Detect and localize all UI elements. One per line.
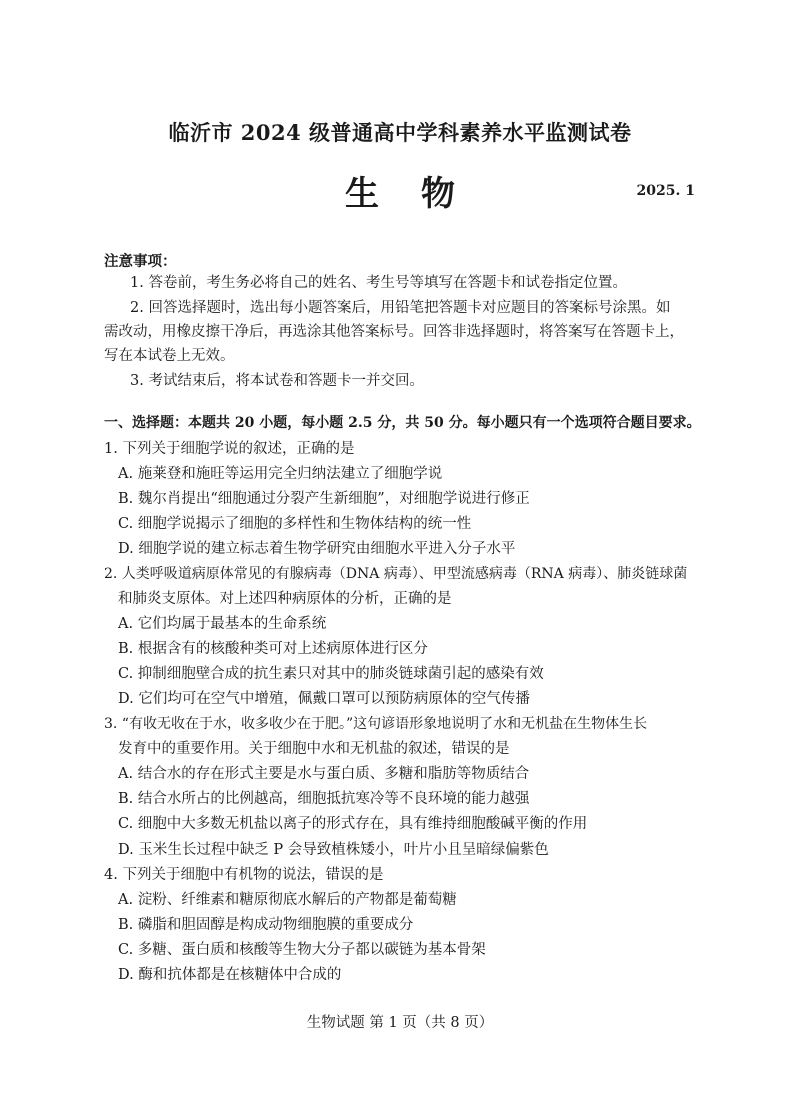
- q2-option-a: A. 它们均属于最基本的生命系统: [118, 616, 327, 632]
- q1-option-b: B. 魏尔肖提出“细胞通过分裂产生新细胞”，对细胞学说进行修正: [118, 491, 530, 507]
- q2-option-b: B. 根据含有的核酸种类可对上述病原体进行区分: [118, 641, 428, 657]
- section-heading: 一、选择题：本题共 20 小题，每小题 2.5 分，共 50 分。每小题只有一个选项符合题目要求。: [104, 415, 701, 431]
- q3-option-b: B. 结合水所占的比例越高，细胞抵抗寒冷等不良环境的能力越强: [118, 791, 530, 807]
- page-footer: 生物试题 第 1 页（共 8 页）: [306, 1015, 494, 1031]
- q1-option-a: A. 施莱登和施旺等运用完全归纳法建立了细胞学说: [118, 466, 443, 482]
- q4-option-d: D. 酶和抗体都是在核糖体中合成的: [118, 967, 342, 983]
- subject-title: 生物: [345, 174, 497, 214]
- notice-item-2-line-2: 需改动，用橡皮擦干净后，再选涂其他答案标号。回答非选择题时，将答案写在答题卡上，: [104, 324, 684, 340]
- q4-option-b: B. 磷脂和胆固醇是构成动物细胞膜的重要成分: [118, 917, 414, 933]
- q4-option-a: A. 淀粉、纤维素和糖原彻底水解后的产物都是葡萄糖: [118, 892, 457, 908]
- notice-item-3: 3. 考试结束后，将本试卷和答题卡一并交回。: [130, 373, 424, 389]
- q4-stem: 4. 下列关于细胞中有机物的说法，错误的是: [104, 867, 384, 883]
- q1-option-d: D. 细胞学说的建立标志着生物学研究由细胞水平进入分子水平: [118, 541, 516, 557]
- notice-item-2-line-3: 写在本试卷上无效。: [104, 348, 235, 364]
- q3-option-a: A. 结合水的存在形式主要是水与蛋白质、多糖和脂肪等物质结合: [118, 766, 530, 782]
- q3-option-c: C. 细胞中大多数无机盐以离子的形式存在，具有维持细胞酸碱平衡的作用: [118, 816, 588, 832]
- exam-date: 2025. 1: [636, 183, 695, 199]
- notice-heading: 注意事项：: [104, 253, 177, 270]
- q3-stem-line-1: 3. “有收无收在于水，收多收少在于肥。”这句谚语形象地说明了水和无机盐在生物体生长: [104, 716, 648, 732]
- q3-stem-line-2: 发育中的重要作用。关于细胞中水和无机盐的叙述，错误的是: [118, 741, 510, 757]
- q4-option-c: C. 多糖、蛋白质和核酸等生物大分子都以碳链为基本骨架: [118, 942, 486, 958]
- q2-stem-line-1: 2. 人类呼吸道病原体常见的有腺病毒（DNA 病毒）、甲型流感病毒（RNA 病毒）、肺炎链球菌: [104, 566, 688, 582]
- q1-option-c: C. 细胞学说揭示了细胞的多样性和生物体结构的统一性: [118, 516, 472, 532]
- q2-option-c: C. 抑制细胞壁合成的抗生素只对其中的肺炎链球菌引起的感染有效: [118, 666, 544, 682]
- q1-stem: 1. 下列关于细胞学说的叙述，正确的是: [104, 441, 355, 457]
- notice-item-2-line-1: 2. 回答选择题时，选出每小题答案后，用铅笔把答题卡对应题目的答案标号涂黑。如: [130, 300, 671, 316]
- notice-item-1: 1. 答卷前，考生务必将自己的姓名、考生号等填写在答题卡和试卷指定位置。: [130, 275, 627, 291]
- exam-title: 临沂市 2024 级普通高中学科素养水平监测试卷: [168, 120, 632, 145]
- q2-option-d: D. 它们均可在空气中增殖，佩戴口罩可以预防病原体的空气传播: [118, 691, 530, 707]
- q3-option-d: D. 玉米生长过程中缺乏 P 会导致植株矮小，叶片小且呈暗绿偏紫色: [118, 842, 549, 858]
- q2-stem-line-2: 和肺炎支原体。对上述四种病原体的分析，正确的是: [118, 591, 452, 607]
